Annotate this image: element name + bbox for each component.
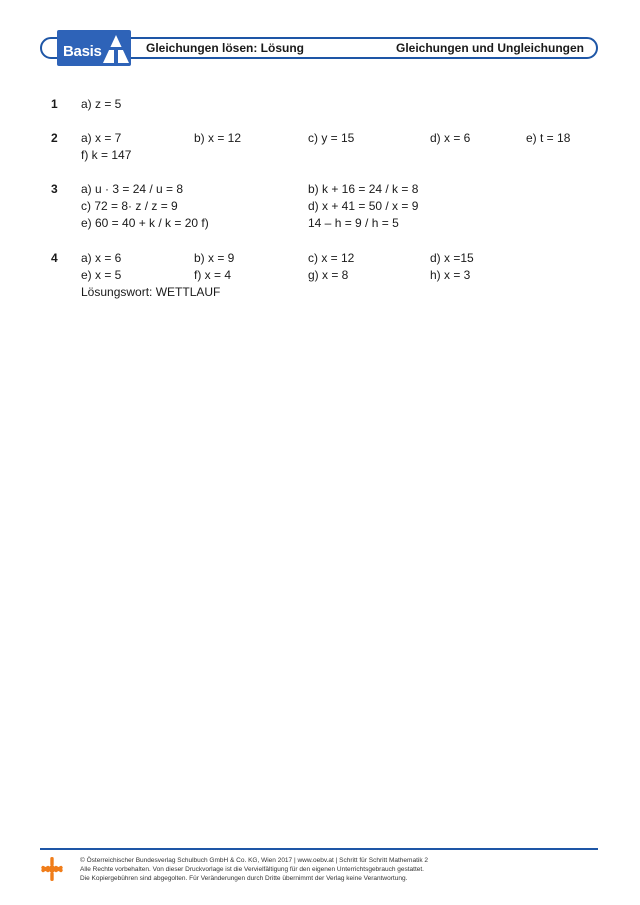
answer: e) 60 = 40 + k / k = 20 f) (81, 216, 209, 230)
answer: c) y = 15 (308, 131, 355, 145)
answer: d) x + 41 = 50 / x = 9 (308, 199, 419, 213)
solution-word: Lösungswort: WETTLAUF (81, 285, 221, 299)
answer: c) x = 12 (308, 251, 355, 265)
footer-line: Die Kopiergebühren sind abgegolten. Für Veränderungen durch Dritte übernimmt der Verlag keine Verantwortung. (80, 875, 408, 882)
publisher-logo-icon (40, 856, 64, 882)
answer: a) u · 3 = 24 / u = 8 (81, 182, 184, 196)
chapter-title: Gleichungen und Ungleichungen (396, 41, 584, 55)
answer: e) x = 5 (81, 268, 122, 282)
answer: f) k = 147 (81, 148, 132, 162)
task-number: 2 (51, 131, 58, 145)
answer: e) t = 18 (526, 131, 571, 145)
answer: b) x = 9 (194, 251, 235, 265)
footer-line: © Österreichischer Bundesverlag Schulbuch GmbH & Co. KG, Wien 2017 | www.oebv.at | Schritt für Schritt Mathematik 2 (80, 857, 428, 864)
basis-label: Basis (63, 43, 102, 60)
pyramid-icon (101, 33, 131, 65)
answer: d) x =15 (430, 251, 474, 265)
answer: b) k + 16 = 24 / k = 8 (308, 182, 419, 196)
answer: f) x = 4 (194, 268, 232, 282)
answer: c) 72 = 8· z / z = 9 (81, 199, 178, 213)
answer: a) x = 6 (81, 251, 122, 265)
answer: 14 – h = 9 / h = 5 (308, 216, 399, 230)
answer: g) x = 8 (308, 268, 349, 282)
footer-copyright (80, 856, 428, 883)
answer: a) z = 5 (81, 97, 122, 111)
footer-divider (40, 848, 598, 850)
task-number: 4 (51, 251, 58, 265)
answer: b) x = 12 (194, 131, 242, 145)
task-number: 3 (51, 182, 58, 196)
task-number: 1 (51, 97, 58, 111)
footer-line: Alle Rechte vorbehalten. Von dieser Druckvorlage ist die Vervielfältigung für den eigenen Unterrichtsgebrauch gestattet. (80, 866, 424, 873)
page-title: Gleichungen lösen: Lösung (146, 41, 305, 55)
answer: d) x = 6 (430, 131, 471, 145)
basis-badge (57, 30, 131, 66)
answer: a) x = 7 (81, 131, 122, 145)
answer: h) x = 3 (430, 268, 471, 282)
